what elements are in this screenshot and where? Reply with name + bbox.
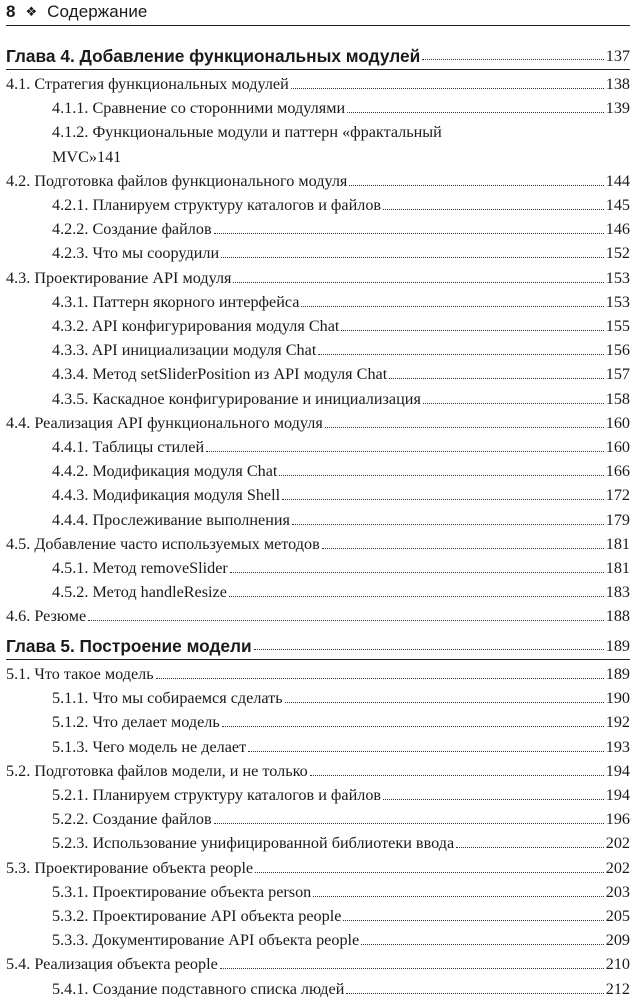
section-title: Реализация объекта people <box>34 955 218 974</box>
section-page-number: 188 <box>605 607 630 626</box>
dot-leader <box>214 823 604 824</box>
dot-leader <box>220 968 604 969</box>
section-title: Использование унифицированной библиотеки ввода <box>92 834 455 853</box>
section-number: 4.1.2. <box>52 123 89 142</box>
dot-leader <box>325 427 604 428</box>
section-number: 4.5.2. <box>52 583 89 602</box>
toc-entry-title <box>52 930 359 950</box>
toc-entry[interactable] <box>6 555 630 578</box>
dot-leader <box>422 59 603 60</box>
section-number: 5.2.2. <box>52 810 89 829</box>
chapter-title: Глава 4. Добавление функциональных модулей <box>6 46 421 66</box>
toc-entry-title <box>52 979 344 999</box>
toc-entry[interactable] <box>6 458 630 481</box>
toc-entry[interactable] <box>6 168 630 191</box>
toc-entry[interactable] <box>6 927 630 950</box>
toc-entry-title <box>6 664 154 684</box>
section-page-number: 202 <box>605 858 630 877</box>
section-number: 4.2. <box>6 171 31 190</box>
toc-entry[interactable] <box>6 386 630 409</box>
dot-leader <box>88 620 604 621</box>
toc-entry[interactable] <box>6 71 630 94</box>
section-number: 5.3. <box>6 858 31 877</box>
section-title: Создание подставного списка людей <box>92 979 345 998</box>
section-page-number: 212 <box>605 979 630 998</box>
section-page-number: 166 <box>605 462 630 481</box>
dot-leader <box>301 306 603 307</box>
section-page-number: 210 <box>605 955 630 974</box>
dot-leader <box>310 775 604 776</box>
section-title: Модификация модуля Chat <box>92 462 278 481</box>
section-page-number: 141 <box>96 147 122 166</box>
section-page-number: 139 <box>605 99 630 118</box>
dot-leader <box>156 678 604 679</box>
dot-leader <box>389 378 603 379</box>
section-page-number: 160 <box>605 413 630 432</box>
toc-entry[interactable] <box>6 265 630 288</box>
toc-entry[interactable] <box>6 507 630 530</box>
chapter-divider <box>6 69 630 70</box>
section-number: 4.1.1. <box>52 99 89 118</box>
section-number: 5.3.1. <box>52 882 89 901</box>
toc-entry-title <box>6 534 320 554</box>
dot-leader <box>318 354 603 355</box>
section-title: Планируем структуру каталогов и файлов <box>92 196 382 214</box>
section-title: Метод handleResize <box>92 583 227 602</box>
chapter-heading[interactable] <box>6 630 630 656</box>
section-number: 4.2.3. <box>52 244 89 263</box>
dot-leader <box>229 596 604 597</box>
dot-leader <box>255 872 604 873</box>
dot-leader <box>456 847 604 848</box>
section-title: Проектирование API объекта people <box>92 907 342 925</box>
section-page-number: 172 <box>605 486 630 505</box>
section-title: Добавление часто используемых методов <box>34 534 320 553</box>
toc-entry-title <box>52 461 277 481</box>
toc-entry-title <box>52 243 219 263</box>
toc-entry-title <box>6 954 218 974</box>
section-number: 5.1.3. <box>52 737 89 756</box>
toc-entry[interactable] <box>6 782 630 805</box>
section-title: Метод setSliderPosition из API модуля Chat <box>92 365 388 384</box>
dot-leader <box>285 702 604 703</box>
toc-entry-title <box>52 809 212 829</box>
chapter-page-number: 137 <box>605 47 630 65</box>
section-number: 4.1. <box>6 75 31 93</box>
toc-entry-title <box>52 292 299 312</box>
section-page-number: 179 <box>605 510 630 529</box>
section-page-number: 145 <box>605 196 630 214</box>
toc-entry-title <box>6 413 323 433</box>
toc-entry-title <box>52 582 227 602</box>
toc-entry[interactable] <box>6 976 630 999</box>
section-title: Что такое модель <box>34 665 154 683</box>
dot-leader <box>346 993 603 994</box>
toc-entry[interactable] <box>6 855 630 878</box>
toc-entry[interactable] <box>6 579 630 602</box>
toc-entry[interactable] <box>6 240 630 263</box>
section-page-number: 205 <box>605 907 630 925</box>
chapter-page-number: 189 <box>605 637 630 655</box>
dot-leader <box>222 726 604 727</box>
toc-entry-title <box>52 364 387 384</box>
dot-leader <box>206 451 604 452</box>
toc-entry[interactable] <box>6 709 630 732</box>
section-page-number: 193 <box>605 737 630 756</box>
section-number: 4.3. <box>6 268 31 287</box>
section-title: Модификация модуля Shell <box>92 486 281 505</box>
dot-leader <box>292 524 604 525</box>
toc-entry-title <box>52 195 381 215</box>
toc-entry[interactable] <box>6 337 630 360</box>
toc-entry-title <box>6 761 308 781</box>
section-title: Стратегия функциональных модулей <box>34 75 289 93</box>
toc-entry[interactable] <box>6 661 630 684</box>
toc-entry-title <box>52 882 311 902</box>
section-page-number: 183 <box>605 583 630 602</box>
section-page-number: 196 <box>605 810 630 829</box>
section-title: Метод removeSlider <box>92 559 228 577</box>
dot-leader <box>248 751 604 752</box>
section-number: 4.3.5. <box>52 389 89 408</box>
dot-leader <box>341 330 603 331</box>
running-header <box>6 0 630 24</box>
section-number: 4.4.3. <box>52 486 89 505</box>
section-title: Паттерн якорного интерфейса <box>92 292 300 311</box>
section-page-number: 202 <box>605 834 630 853</box>
toc-entry[interactable] <box>6 192 630 215</box>
dot-leader <box>343 920 603 921</box>
section-title: Подготовка файлов модели, и не только <box>34 761 308 780</box>
section-page-number: 203 <box>605 882 630 901</box>
section-title: Функциональные модули и паттерн «фрактальный <box>92 123 442 142</box>
section-number: 5.2.3. <box>52 834 89 853</box>
section-title: Проектирование API модуля <box>34 268 232 287</box>
section-number: 4.5.1. <box>52 559 89 577</box>
section-page-number: 153 <box>605 292 630 311</box>
dot-leader <box>230 572 604 573</box>
section-number: 4.4.2. <box>52 462 89 481</box>
section-number: 5.1. <box>6 665 31 683</box>
toc-entry-title <box>6 268 231 288</box>
section-title: Планируем структуру каталогов и файлов <box>92 786 382 804</box>
toc-entry[interactable] <box>6 216 630 239</box>
toc-entry-title <box>52 122 442 142</box>
section-page-number: 160 <box>605 438 630 456</box>
section-page-number: 158 <box>605 389 630 408</box>
toc-entry[interactable] <box>6 879 630 902</box>
section-title-continuation: MVC» <box>52 147 97 166</box>
ornament-icon: ❖ <box>25 4 38 19</box>
section-number: 4.6. <box>6 607 31 626</box>
section-number: 4.4.1. <box>52 438 89 456</box>
section-page-number: 144 <box>605 171 630 190</box>
section-title: Подготовка файлов функционального модуля <box>34 171 348 190</box>
toc-entry[interactable] <box>6 951 630 974</box>
section-number: 4.2.2. <box>52 220 89 239</box>
toc-entry-title <box>52 906 341 926</box>
toc-entry[interactable] <box>6 313 630 336</box>
section-number: 5.3.2. <box>52 907 89 925</box>
section-title: Сравнение со сторонними модулями <box>92 99 346 118</box>
section-title: Чего модель не делает <box>92 737 247 756</box>
toc-entry-title <box>6 171 347 191</box>
dot-leader <box>221 257 604 258</box>
section-title: Проектирование объекта person <box>92 882 312 901</box>
dot-leader <box>383 799 604 800</box>
toc-entry-continuation[interactable] <box>6 144 630 167</box>
section-number: 4.5. <box>6 534 31 553</box>
section-page-number: 194 <box>605 761 630 780</box>
section-number: 4.4. <box>6 413 31 432</box>
page-number: 8 <box>6 2 16 21</box>
section-page-number: 153 <box>605 268 630 287</box>
toc-entry[interactable] <box>6 758 630 781</box>
section-title: Проектирование объекта people <box>34 858 254 877</box>
toc-entry[interactable] <box>6 119 630 142</box>
dot-leader <box>279 475 603 476</box>
section-title: Реализация API функционального модуля <box>34 413 323 432</box>
dot-leader <box>349 185 603 186</box>
dot-leader <box>214 233 604 234</box>
toc-entry[interactable] <box>6 734 630 757</box>
section-page-number: 192 <box>605 713 630 732</box>
section-page-number: 152 <box>605 244 630 263</box>
toc-entry-title <box>52 485 280 505</box>
section-page-number: 156 <box>605 341 630 360</box>
section-page-number: 194 <box>605 786 630 804</box>
section-number: 4.2.1. <box>52 196 89 214</box>
toc-entry-title <box>52 712 220 732</box>
section-number: 4.3.2. <box>52 317 89 335</box>
toc-entry[interactable] <box>6 289 630 312</box>
section-page-number: 157 <box>605 365 630 384</box>
chapter-heading[interactable] <box>6 40 630 66</box>
toc-entry[interactable] <box>6 361 630 384</box>
section-number: 4.4.4. <box>52 510 89 529</box>
section-page-number: 181 <box>605 559 630 577</box>
toc-entry-title <box>52 737 246 757</box>
chapter-title: Глава 5. Построение модели <box>6 636 252 656</box>
toc-entry-title <box>52 558 228 578</box>
toc-entry[interactable] <box>6 531 630 554</box>
toc-entry[interactable] <box>6 806 630 829</box>
chapter-divider <box>6 659 630 660</box>
toc-entry-title <box>52 785 381 805</box>
toc-entry[interactable] <box>6 830 630 853</box>
section-number: 5.2.1. <box>52 786 89 804</box>
section-title: Что мы соорудили <box>92 244 220 263</box>
running-title: Содержание <box>47 2 148 21</box>
section-number: 4.3.3. <box>52 341 89 360</box>
toc-entry-title <box>6 74 289 94</box>
section-number: 5.4. <box>6 955 31 974</box>
section-title: Каскадное конфигурирование и инициализация <box>92 389 421 408</box>
toc-entry-title <box>52 340 316 360</box>
section-title: API инициализации модуля Chat <box>91 341 317 360</box>
toc-entry-title <box>52 98 345 118</box>
section-number: 5.1.1. <box>52 689 89 708</box>
section-title: Создание файлов <box>92 810 212 829</box>
toc-entry-title <box>52 437 204 457</box>
dot-leader <box>313 896 603 897</box>
toc-entry-title <box>52 510 290 530</box>
section-title: Создание файлов <box>92 220 212 239</box>
toc-entry[interactable] <box>6 434 630 457</box>
section-number: 5.1.2. <box>52 713 89 732</box>
toc-entry[interactable] <box>6 603 630 626</box>
toc-entry[interactable] <box>6 903 630 926</box>
section-page-number: 189 <box>605 665 630 683</box>
toc-entry-title <box>6 858 253 878</box>
section-title: Прослеживание выполнения <box>92 510 290 529</box>
toc-entry-title <box>52 389 421 409</box>
section-title: Что мы собираемся сделать <box>92 689 283 708</box>
section-title: Таблицы стилей <box>92 438 205 456</box>
dot-leader <box>383 209 604 210</box>
section-number: 4.3.4. <box>52 365 89 384</box>
section-page-number: 181 <box>605 534 630 553</box>
dot-leader <box>291 88 604 89</box>
section-title: Документирование API объекта people <box>92 931 360 950</box>
section-number: 4.3.1. <box>52 292 89 311</box>
toc-entry[interactable] <box>6 685 630 708</box>
dot-leader <box>423 403 604 404</box>
dot-leader <box>361 944 603 945</box>
section-number: 5.3.3. <box>52 931 89 950</box>
toc-entry[interactable] <box>6 95 630 118</box>
section-page-number: 146 <box>605 220 630 239</box>
section-page-number: 190 <box>605 689 630 708</box>
toc-entry-title <box>52 833 454 853</box>
section-number: 5.2. <box>6 761 31 780</box>
section-title: Резюме <box>34 607 87 626</box>
dot-leader <box>322 548 604 549</box>
dot-leader <box>254 649 604 650</box>
section-page-number: 155 <box>605 317 630 335</box>
section-title: Что делает модель <box>92 713 220 732</box>
toc-entry-title <box>6 606 86 626</box>
dot-leader <box>233 282 603 283</box>
toc-entry-title <box>52 219 212 239</box>
toc-entry-title <box>52 688 283 708</box>
toc-entry[interactable] <box>6 482 630 505</box>
section-number: 5.4.1. <box>52 979 89 998</box>
section-page-number: 209 <box>605 931 630 950</box>
section-page-number: 138 <box>605 75 630 93</box>
toc-entry[interactable] <box>6 410 630 433</box>
dot-leader <box>282 499 604 500</box>
section-title: API конфигурирования модуля Chat <box>91 317 340 335</box>
dot-leader <box>347 112 604 113</box>
toc-entry-title <box>52 316 339 336</box>
header-divider <box>6 25 630 26</box>
